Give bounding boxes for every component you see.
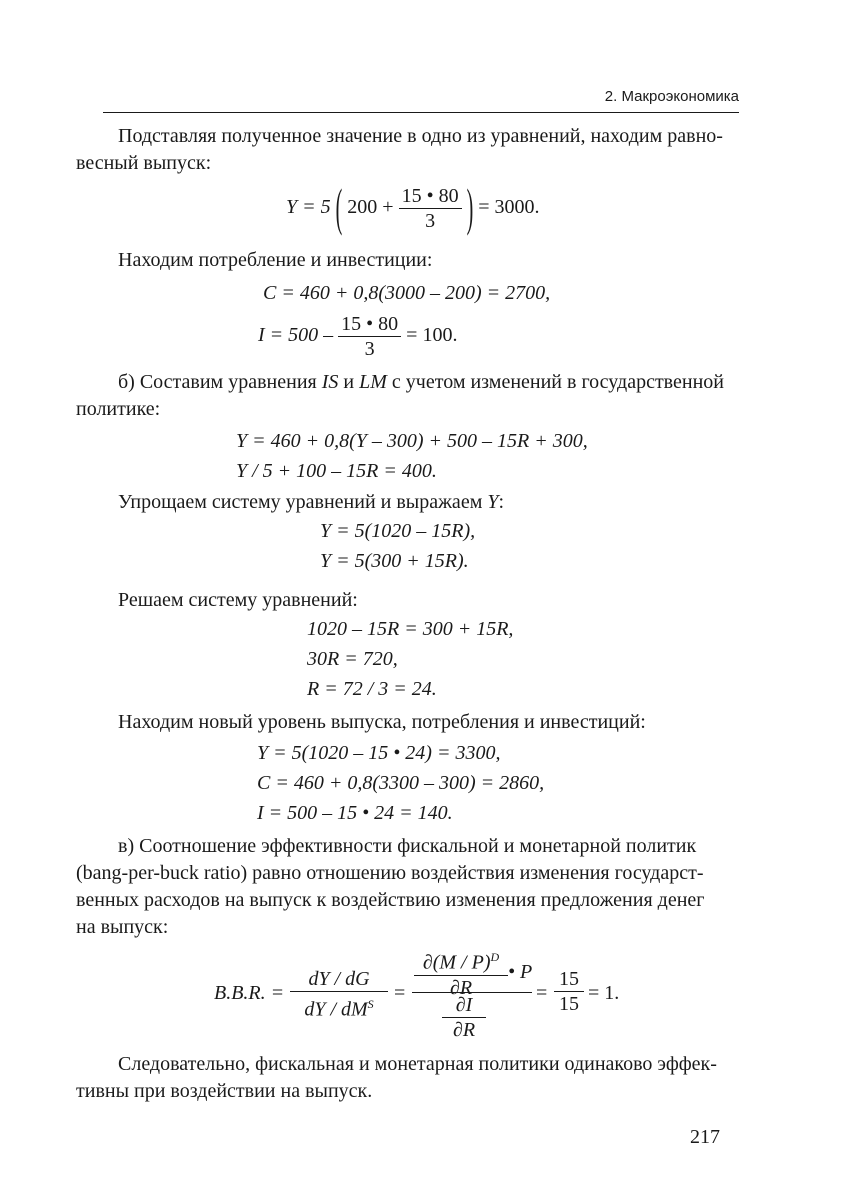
- open-paren-icon: (: [335, 179, 343, 238]
- bbr-den-1-text: dY / dM: [304, 998, 368, 1021]
- bbr-top-num: [414, 945, 508, 976]
- p3-text-b: и: [338, 371, 360, 393]
- bbr-result: = 1.: [588, 982, 620, 1004]
- equation-solution-3: R = 72 / 3 = 24.: [307, 678, 437, 700]
- eq-i1-left: I = 500 –: [258, 324, 334, 347]
- bbr-den-1: [290, 992, 388, 1022]
- equation-solution-2: 30R = 720,: [307, 648, 398, 670]
- close-paren-icon: ): [466, 179, 474, 238]
- bbr-equals-1: =: [394, 982, 406, 1004]
- equation-investment: [258, 312, 457, 361]
- p4-text-a: Упрощаем систему уравнений и выражаем: [118, 491, 488, 513]
- bbr-top-num-text: ∂(M / P): [422, 951, 491, 974]
- running-header: 2. Макроэкономика: [604, 88, 739, 105]
- equation-solution-1: 1020 – 15R = 300 + 15R,: [307, 618, 514, 640]
- p3-is: IS: [321, 371, 339, 393]
- equation-new-consumption: C = 460 + 0,8(3300 – 300) = 2860,: [257, 772, 545, 794]
- paragraph-4: [118, 488, 504, 516]
- bbr-bot-num: ∂I: [442, 993, 486, 1018]
- paragraph-2: Находим потребление и инвестиции:: [118, 249, 433, 271]
- bbr-top-mult: • P: [508, 961, 533, 983]
- header-rule: [103, 112, 739, 113]
- bbr-fraction-3: [554, 967, 584, 1016]
- equation-system-1: Y = 5(1020 – 15R),: [320, 520, 476, 542]
- paragraph-7-line-4: на выпуск:: [76, 916, 169, 938]
- paragraph-7-line-2: (bang-per-buck ratio) равно отношению воздействия изменения государст-: [76, 862, 704, 884]
- paragraph-3-line-2: политике:: [76, 398, 161, 420]
- eq-y1-right: = 3000.: [478, 196, 540, 219]
- bbr-bottom-fraction: [442, 993, 486, 1042]
- p3-lm: LM: [359, 371, 387, 393]
- bbr-equals-2: =: [536, 982, 548, 1004]
- equation-is: Y = 460 + 0,8(Y – 300) + 500 – 15R + 300,: [236, 430, 588, 452]
- bbr-top-den: ∂R: [449, 976, 473, 999]
- p4-y: Y: [487, 491, 499, 513]
- eq-i1-numerator: 15 • 80: [338, 312, 401, 337]
- paragraph-8-line-2: тивны при воздействии на выпуск.: [76, 1080, 373, 1102]
- bbr-top-sup: D: [490, 950, 500, 964]
- eq-i1-denominator: 3: [364, 338, 375, 360]
- eq-y1-inner: 200 +: [347, 196, 394, 219]
- bbr-fraction-1: [290, 967, 388, 1022]
- p3-text-a: б) Составим уравнения: [118, 371, 322, 393]
- equation-new-output: Y = 5(1020 – 15 • 24) = 3300,: [257, 742, 501, 764]
- eq-y1-fraction: [399, 184, 462, 233]
- paragraph-7-line-3: венных расходов на выпуск к воздействию изменения предложения денег: [76, 889, 705, 911]
- bbr-label: B.B.R. =: [214, 982, 285, 1004]
- eq-y1-left: Y = 5: [286, 196, 331, 219]
- paragraph-6: Находим новый уровень выпуска, потребления и инвестиций:: [118, 711, 646, 733]
- paragraph-1-line-1: Подставляя полученное значение в одно из уравнений, находим равно-: [118, 125, 723, 147]
- eq-y1-denominator: 3: [425, 210, 436, 232]
- paragraph-1-line-2: весный выпуск:: [76, 152, 212, 174]
- paragraph-7-line-1: в) Соотношение эффективности фискальной и монетарной политик: [118, 835, 697, 857]
- bbr-bot-den: ∂R: [452, 1019, 476, 1041]
- p3-text-c: с учетом изменений в государственной: [386, 371, 724, 393]
- equation-equilibrium-output: [286, 179, 540, 238]
- bbr-num-1: dY / dG: [290, 967, 388, 992]
- bbr-compound-fraction: [412, 945, 532, 1040]
- p4-text-b: :: [498, 491, 505, 513]
- equation-lm: Y / 5 + 100 – 15R = 400.: [236, 460, 437, 482]
- bbr-den-1-sup: S: [367, 997, 374, 1011]
- paragraph-3-line-1: [118, 368, 724, 396]
- eq-y1-numerator: 15 • 80: [399, 184, 462, 209]
- eq-i1-fraction: [338, 312, 401, 361]
- bbr-den-3: 15: [559, 993, 579, 1015]
- paragraph-8-line-1: Следовательно, фискальная и монетарная политики одинаково эффек-: [118, 1053, 717, 1075]
- equation-new-investment: I = 500 – 15 • 24 = 140.: [257, 802, 453, 824]
- bbr-num-3: 15: [554, 967, 584, 992]
- eq-i1-right: = 100.: [406, 324, 458, 347]
- equation-consumption: C = 460 + 0,8(3000 – 200) = 2700,: [263, 282, 551, 304]
- page-number: 217: [690, 1126, 720, 1148]
- paragraph-5: Решаем систему уравнений:: [118, 589, 358, 611]
- equation-system-2: Y = 5(300 + 15R).: [320, 550, 469, 572]
